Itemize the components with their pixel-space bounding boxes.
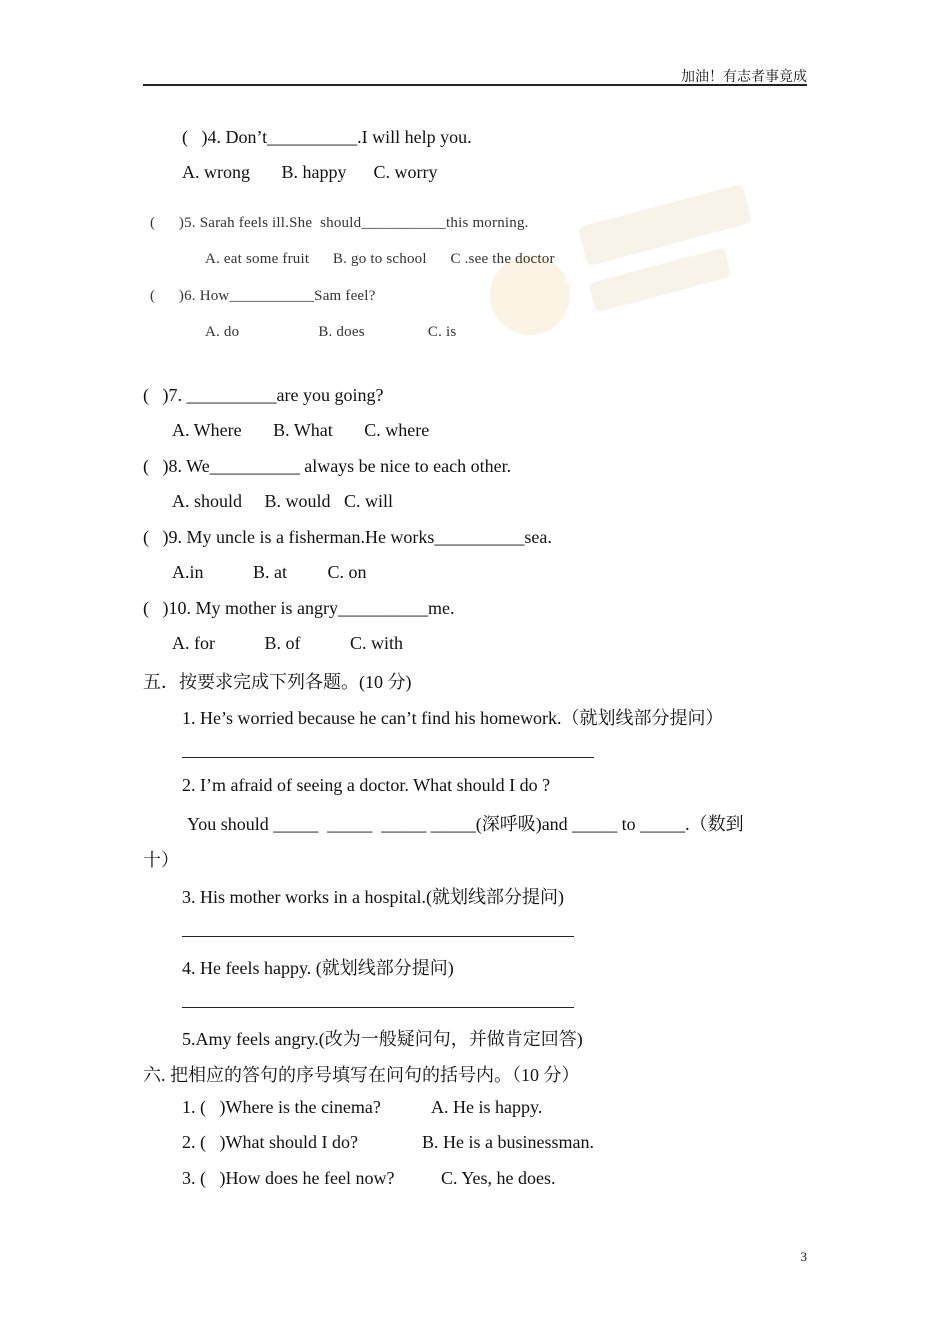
header-rule	[143, 84, 807, 86]
question-9: ( )9. My uncle is a fisherman.He works__________sea.	[143, 527, 552, 547]
page-number: 3	[800, 1249, 807, 1264]
match-question-3: 3. ( )How does he feel now?	[182, 1168, 395, 1188]
question-4: ( )4. Don’t__________.I will help you.	[182, 127, 472, 147]
section-5-item-2-continued: 十）	[143, 850, 179, 870]
question-10: ( )10. My mother is angry__________me.	[143, 598, 455, 618]
section-5-item-2-blanks: You should _____ _____ _____ _____(深呼吸)and _____ to _____.（数到	[187, 814, 744, 834]
question-6: ( )6. How___________Sam feel?	[150, 288, 376, 304]
match-question-2: 2. ( )What should I do?	[182, 1132, 358, 1152]
header-motto: 加油！有志者事竟成	[681, 70, 807, 85]
section-5-item-5: 5.Amy feels angry.(改为一般疑问句，并做肯定回答)	[182, 1029, 583, 1049]
answer-line-3	[182, 936, 574, 937]
question-4-options: A. wrong B. happy C. worry	[182, 162, 438, 182]
question-8-options: A. should B. would C. will	[172, 491, 394, 511]
section-5-item-1: 1. He’s worried because he can’t find his homework.（就划线部分提问）	[182, 708, 724, 728]
question-7: ( )7. __________are you going?	[143, 385, 384, 405]
answer-line-4	[182, 1007, 574, 1008]
question-6-options: A. do B. does C. is	[205, 324, 457, 340]
question-5-options: A. eat some fruit B. go to school C .see the doctor	[205, 251, 555, 267]
match-question-1: 1. ( )Where is the cinema?	[182, 1097, 381, 1117]
question-5: ( )5. Sarah feels ill.She should___________this morning.	[150, 215, 529, 231]
match-answer-a: A. He is happy.	[431, 1097, 543, 1117]
section-5-title: 五．按要求完成下列各题。(10 分)	[143, 672, 412, 692]
section-6-title: 六. 把相应的答句的序号填写在问句的括号内。（10 分）	[143, 1065, 580, 1085]
question-9-options: A.in B. at C. on	[172, 562, 367, 582]
match-answer-c: C. Yes, he does.	[441, 1168, 556, 1188]
question-7-options: A. Where B. What C. where	[172, 420, 430, 440]
section-5-item-4: 4. He feels happy. (就划线部分提问)	[182, 958, 454, 978]
section-5-item-3: 3. His mother works in a hospital.(就划线部分提问)	[182, 887, 564, 907]
answer-line-1	[182, 757, 594, 758]
question-10-options: A. for B. of C. with	[172, 633, 403, 653]
match-answer-b: B. He is a businessman.	[422, 1132, 594, 1152]
question-8: ( )8. We__________ always be nice to each other.	[143, 456, 512, 476]
section-5-item-2: 2. I’m afraid of seeing a doctor. What should I do ?	[182, 775, 551, 795]
